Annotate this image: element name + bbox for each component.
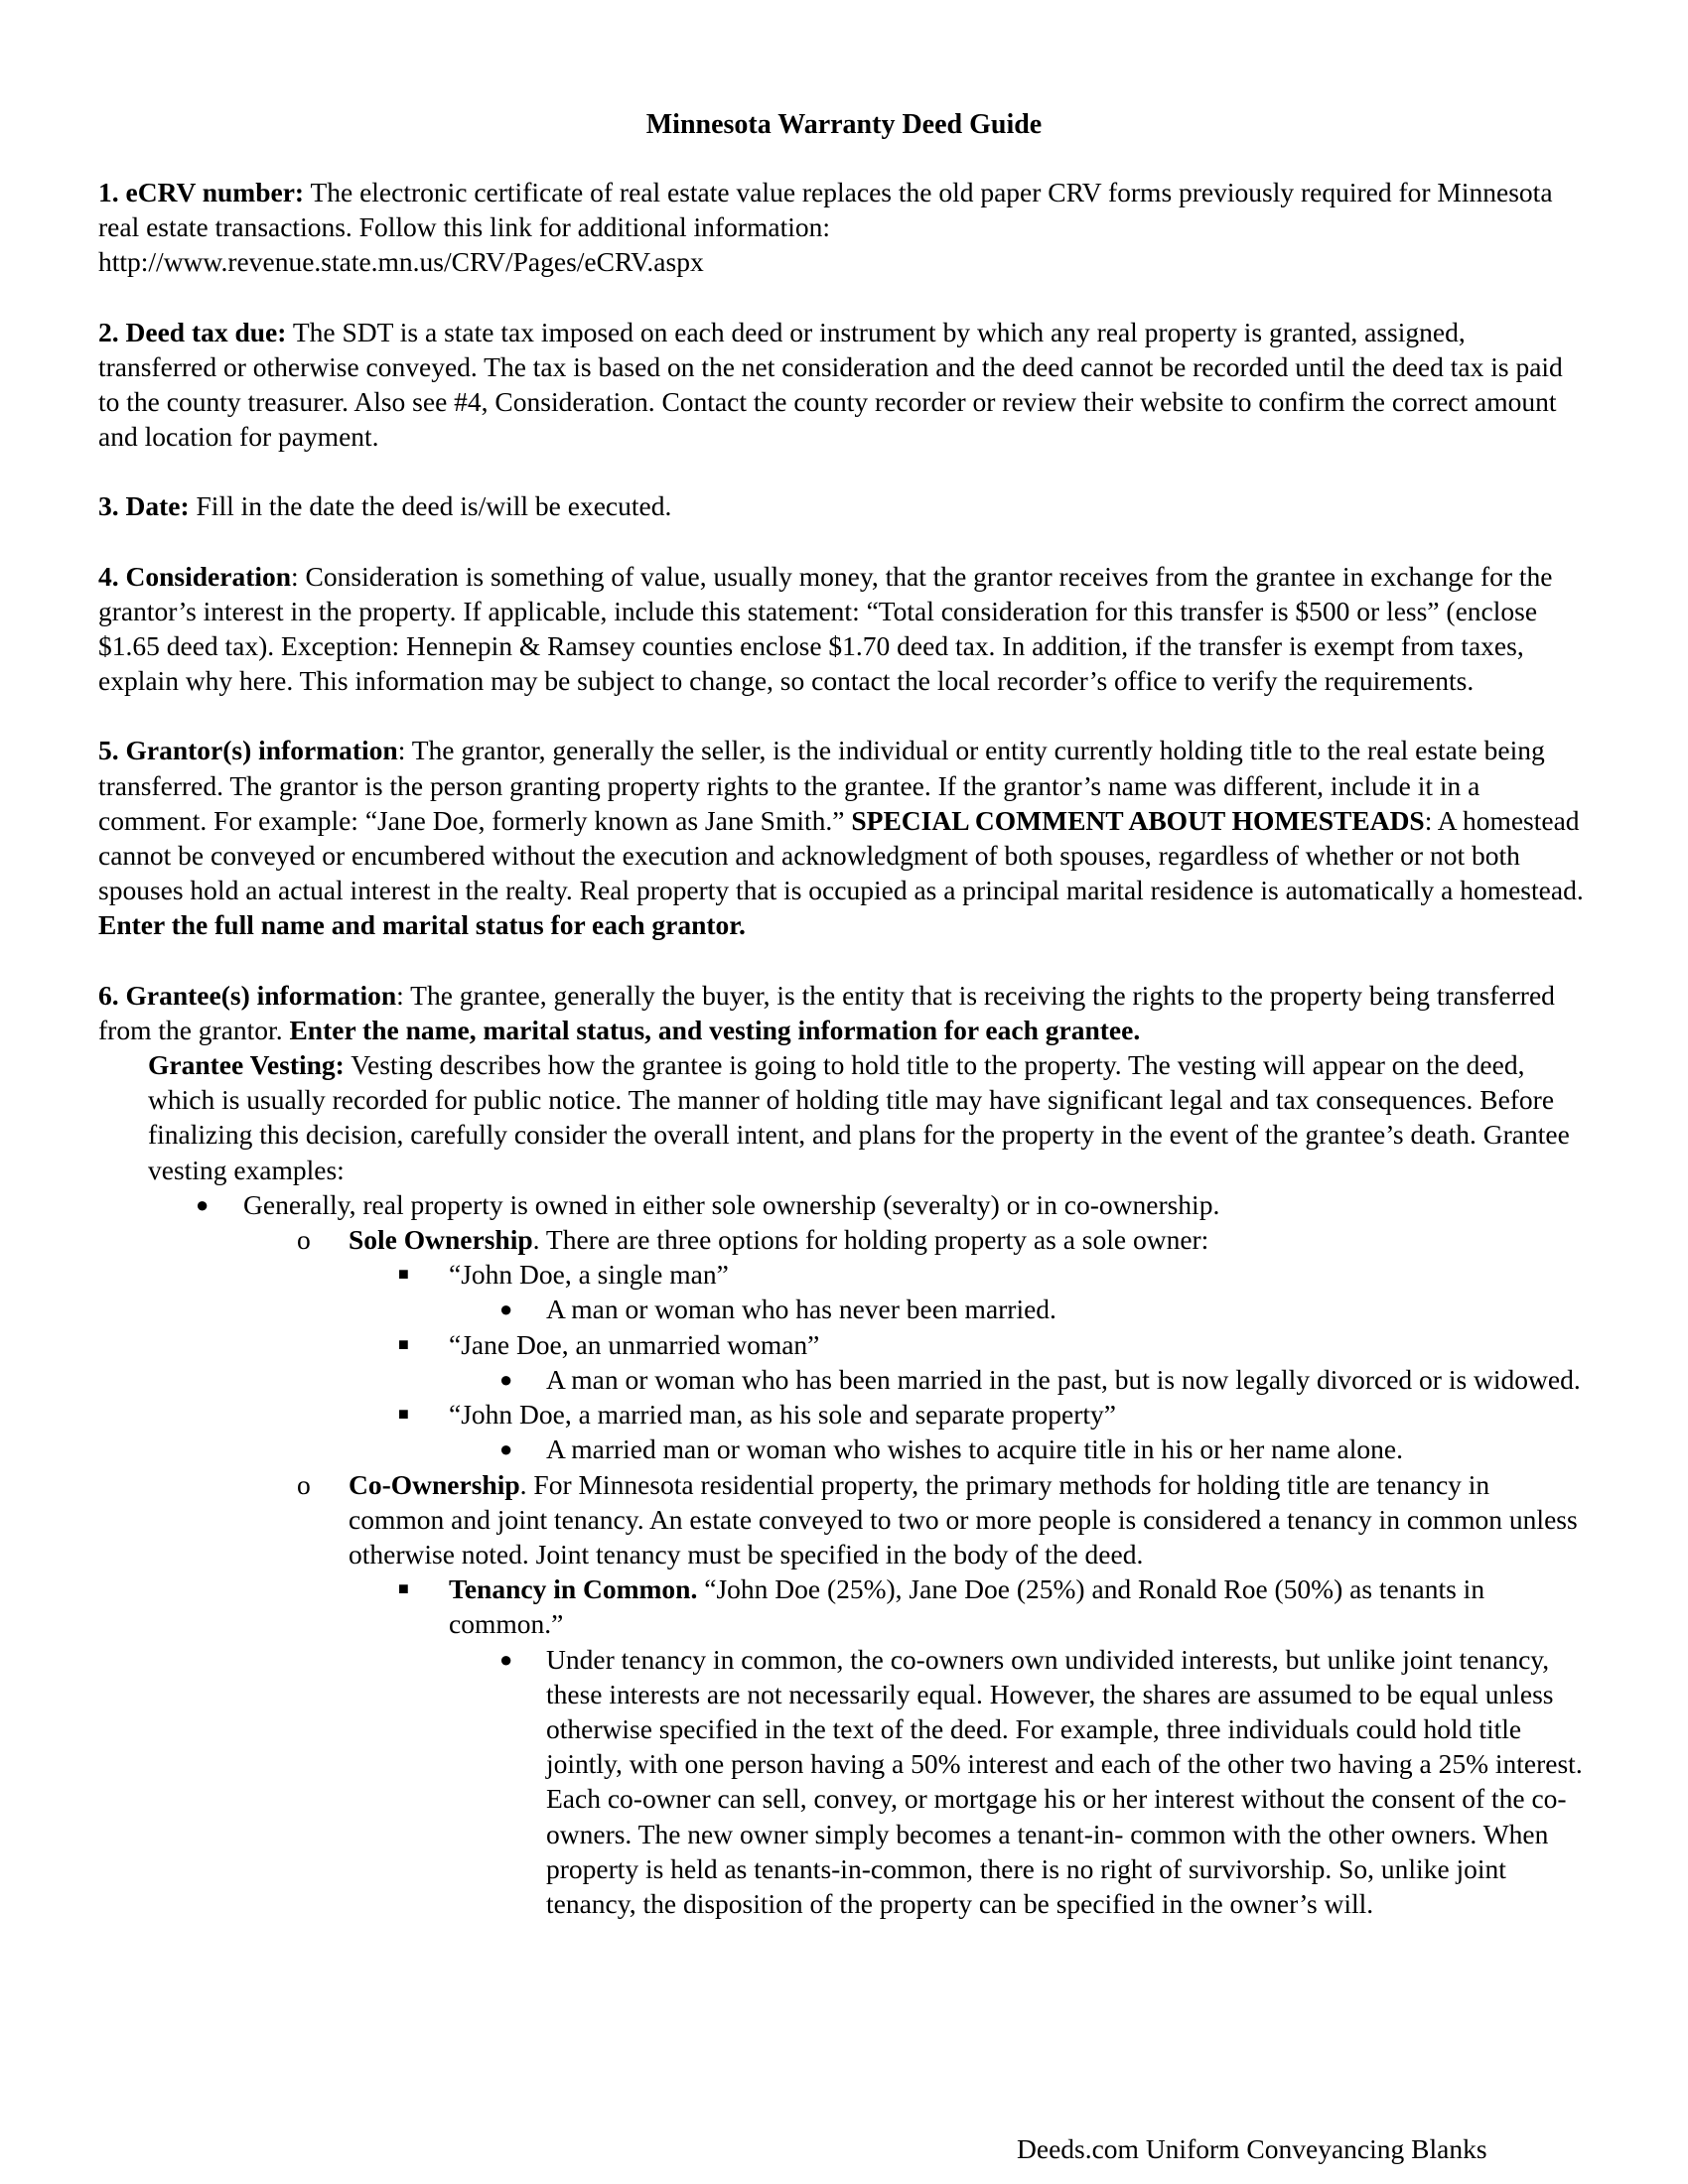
section-grantor-information <box>98 733 1588 942</box>
square-bullet-icon: ■ <box>398 1404 409 1425</box>
grantor-instruction: Enter the full name and marital status for each grantor. <box>98 909 746 941</box>
bullet-icon: ● <box>499 1436 513 1462</box>
section-heading: 4. Consideration <box>98 560 292 592</box>
square-bullet-icon: ■ <box>398 1578 409 1599</box>
list-item-tenancy-in-common: ■ Tenancy in Common. “John Doe (25%), Jane Doe (25%) and Ronald Roe (50%) as tenants in common.” <box>398 1573 1485 1640</box>
list-item: ● Generally, real property is owned in either sole ownership (severalty) or in co-ownership. <box>98 1187 1588 1222</box>
list-item: ● A married man or woman who wishes to acquire title in his or her name alone. <box>98 1432 1588 1466</box>
list-item: ● A man or woman who has been married in the past, but is now legally divorced or is widowed. <box>98 1362 1588 1397</box>
section-heading: 3. Date: <box>98 490 190 522</box>
section-consideration <box>98 559 1588 699</box>
square-bullet-icon: ■ <box>398 1333 409 1354</box>
bullet-icon: ● <box>499 1297 513 1322</box>
section-text: : The grantee, generally the buyer, is the entity that is receiving the rights to the property being transferred from the grantor. <box>98 979 1555 1045</box>
section-heading: 6. Grantee(s) information <box>98 979 397 1011</box>
bullet-icon: ● <box>499 1366 513 1392</box>
section-ecrv-number <box>98 175 1588 280</box>
section-heading: 2. Deed tax due: <box>98 316 287 347</box>
section-text: : The grantor, generally the seller, is the individual or entity currently holding title to the real estate being transferred. The grantor is the person granting property rights to the grantee. If the grantor’s name was different, include it in a comment. For example: “Jane Doe, formerly known as Jane Smith.” <box>98 735 1545 836</box>
section-date <box>98 488 1588 523</box>
list-item: ● Under tenancy in common, the co-owners own undivided interests, but unlike joint tenancy, these interests are not necessarily equal. However, the shares are assumed to be equal unless otherwise specified in the text of the deed. For example, three individuals could hold title jointly, with one person having a 50% interest and each of the other two having a 25% interest. Each co-owner can sell, convey, or mortgage his or her interest without the consent of the co-owners. The new owner simply becomes a tenant-in- common with the other owners. When property is held as tenants-in-common, there is no right of survivorship. So, unlike joint tenancy, the disposition of the property can be specified in the owner’s will. <box>499 1643 1583 1919</box>
section-text: Fill in the date the deed is/will be executed. <box>189 490 672 522</box>
list-item: ● A man or woman who has never been married. <box>98 1292 1588 1326</box>
vesting-label: Grantee Vesting: <box>148 1049 345 1081</box>
section-text: : Consideration is something of value, usually money, that the grantor receives from the grantee in exchange for the grantor’s interest in the property. If applicable, include this statement: “Total consideration for this transfer is $500 or less” (enclose $1.65 deed tax). Exception: Hennepin & Ramsey counties enclose $1.70 deed tax. In addition, if the transfer is exempt from taxes, explain why here. This information may be subject to change, so contact the local recorder’s office to verify the requirements. <box>98 560 1553 697</box>
ecrv-link[interactable]: http://www.revenue.state.mn.us/CRV/Pages/eCRV.aspx <box>98 246 704 278</box>
list-item: ■ “John Doe, a married man, as his sole and separate property” <box>98 1397 1588 1432</box>
section-text: The electronic certificate of real estate value replaces the old paper CRV forms previously required for Minnesota real estate transactions. Follow this link for additional information: <box>98 177 1553 243</box>
list-item-co-ownership: o Co-Ownership. For Minnesota residential property, the primary methods for holding title are tenancy in common and joint tenancy. An estate conveyed to two or more people is considered a tenancy in common unless otherwise noted. Joint tenancy must be specified in the body of the deed. <box>297 1468 1578 1570</box>
circle-bullet-icon: o <box>297 1468 311 1500</box>
homestead-comment-label: SPECIAL COMMENT ABOUT HOMESTEADS <box>851 804 1425 836</box>
page-footer: Deeds.com Uniform Conveyancing Blanks <box>1017 2133 1487 2164</box>
vesting-text: Vesting describes how the grantee is going to hold title to the property. The vesting will appear on the deed, which is usually recorded for public notice. The manner of holding title may have significant legal and tax consequences. Before finalizing this decision, carefully consider the overall intent, and plans for the property in the event of the grantee’s death. Grantee vesting examples: <box>148 1049 1570 1185</box>
list-item: ■ “John Doe, a single man” <box>98 1257 1588 1292</box>
square-bullet-icon: ■ <box>398 1264 409 1285</box>
section-text: The SDT is a state tax imposed on each deed or instrument by which any real property is granted, assigned, transferred or otherwise conveyed. The tax is based on the net consideration and the deed cannot be recorded until the deed tax is paid to the county treasurer. Also see #4, Consideration. Contact the county recorder or review their website to confirm the correct amount and location for payment. <box>98 316 1563 453</box>
section-grantee-information <box>98 978 1588 1921</box>
section-deed-tax-due <box>98 315 1588 455</box>
list-item-sole-ownership: o Sole Ownership. There are three options for holding property as a sole owner: <box>98 1222 1588 1257</box>
grantee-vesting <box>148 1047 1588 1187</box>
bullet-icon: ● <box>196 1191 210 1217</box>
grantee-instruction: Enter the name, marital status, and vesting information for each grantee. <box>289 1014 1141 1045</box>
homestead-comment-text: : A homestead cannot be conveyed or encumbered without the execution and acknowledgment of both spouses, regardless of whether or not both spouses hold an actual interest in the realty. Real property that is occupied as a principal marital residence is automatically a homestead. <box>98 804 1584 906</box>
section-heading: 5. Grantor(s) information <box>98 735 398 766</box>
bullet-icon: ● <box>499 1646 513 1672</box>
circle-bullet-icon: o <box>297 1224 311 1256</box>
list-item: ■ “Jane Doe, an unmarried woman” <box>98 1327 1588 1362</box>
document-title: Minnesota Warranty Deed Guide <box>645 109 1043 140</box>
section-heading: 1. eCRV number: <box>98 177 305 207</box>
document-body <box>98 175 1588 1956</box>
